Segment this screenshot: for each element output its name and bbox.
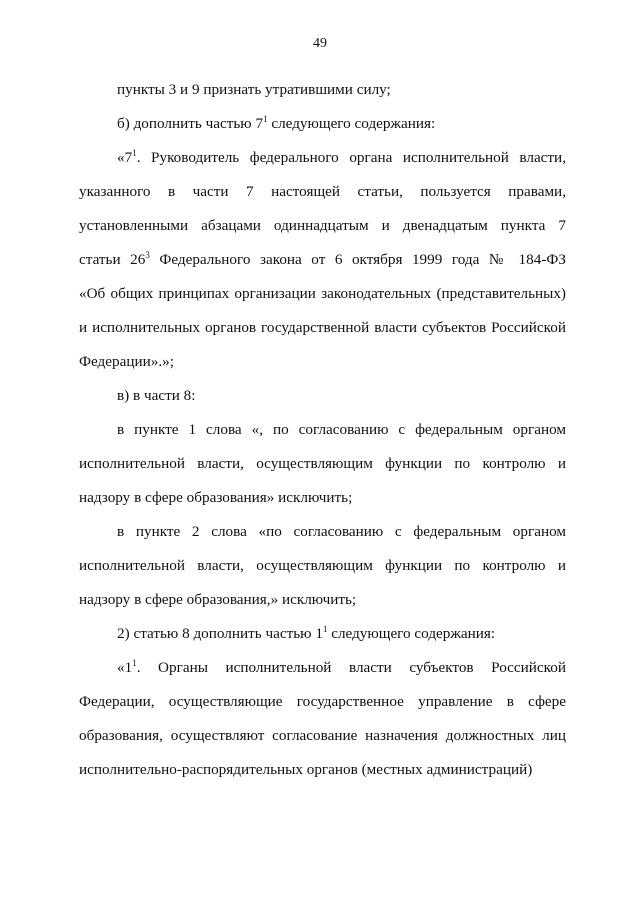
superscript: 3 xyxy=(145,250,150,260)
text-line xyxy=(79,243,566,277)
text-line xyxy=(79,107,566,141)
paragraph xyxy=(79,73,566,107)
text-line xyxy=(79,73,566,107)
line-text: пункты 3 и 9 признать утратившими силу; xyxy=(117,81,391,98)
line-text: «7 xyxy=(117,149,133,166)
superscript: 1 xyxy=(322,624,328,634)
text-line xyxy=(79,583,566,617)
text-line xyxy=(79,651,566,685)
text-line xyxy=(79,515,566,549)
paragraph xyxy=(79,379,566,413)
text-line xyxy=(79,481,566,515)
line-text: следующего содержания: xyxy=(327,625,496,642)
line-text: установленными абзацами одиннадцатым и двенадцатым пункта 7 xyxy=(79,217,566,234)
line-text: 2) статью 8 дополнить частью 1 xyxy=(117,625,323,642)
page-number: 49 xyxy=(313,36,327,51)
line-text: . Руководитель федерального органа исполнительной власти, xyxy=(136,149,566,166)
line-text: «Об общих принципах организации законодательных (представительных) xyxy=(79,285,566,302)
line-text: исполнительной власти, осуществляющим функции по контролю и xyxy=(79,455,566,472)
line-text: следующего содержания: xyxy=(267,115,436,132)
text-line xyxy=(79,345,566,379)
paragraph xyxy=(79,141,566,379)
text-line xyxy=(79,311,566,345)
line-text: в) в части 8: xyxy=(117,387,196,404)
superscript: 1 xyxy=(263,114,268,124)
paragraph xyxy=(79,651,566,787)
line-text: Федерального закона от 6 октября 1999 года № 184-ФЗ xyxy=(149,251,566,268)
line-text: . Органы исполнительной власти субъектов Российской xyxy=(136,659,566,676)
paragraph xyxy=(79,515,566,617)
text-line xyxy=(79,175,566,209)
text-line xyxy=(79,719,566,753)
line-text: образования, осуществляют согласование назначения должностных лиц xyxy=(79,727,566,744)
line-text: исполнительно-распорядительных органов (местных администраций) xyxy=(79,761,533,778)
text-line xyxy=(79,141,566,175)
text-line xyxy=(79,209,566,243)
line-text: в пункте 2 слова «по согласованию с федеральным органом xyxy=(117,523,566,540)
paragraph xyxy=(79,617,566,651)
line-text: статьи 26 xyxy=(79,251,146,268)
line-text: надзору в сфере образования» исключить; xyxy=(79,489,353,506)
text-line xyxy=(79,413,566,447)
document-body xyxy=(79,73,566,787)
line-text: «1 xyxy=(117,659,133,676)
line-text: в пункте 1 слова «, по согласованию с федеральным органом xyxy=(117,421,566,438)
superscript: 1 xyxy=(132,148,137,158)
paragraph xyxy=(79,107,566,141)
paragraph xyxy=(79,413,566,515)
line-text: Федерации, осуществляющие государственное управление в сфере xyxy=(79,693,566,710)
text-line xyxy=(79,379,566,413)
line-text: Федерации».»; xyxy=(79,353,174,370)
text-line xyxy=(79,549,566,583)
line-text: надзору в сфере образования,» исключить; xyxy=(79,591,357,608)
text-line xyxy=(79,685,566,719)
text-line xyxy=(79,277,566,311)
text-line xyxy=(79,447,566,481)
line-text: указанного в части 7 настоящей статьи, пользуется правами, xyxy=(79,183,566,200)
line-text: б) дополнить частью 7 xyxy=(117,115,264,132)
text-line xyxy=(79,617,566,651)
line-text: исполнительной власти, осуществляющим функции по контролю и xyxy=(79,557,566,574)
text-line xyxy=(79,753,566,787)
line-text: и исполнительных органов государственной власти субъектов Российской xyxy=(79,319,566,336)
superscript: 1 xyxy=(132,658,137,668)
